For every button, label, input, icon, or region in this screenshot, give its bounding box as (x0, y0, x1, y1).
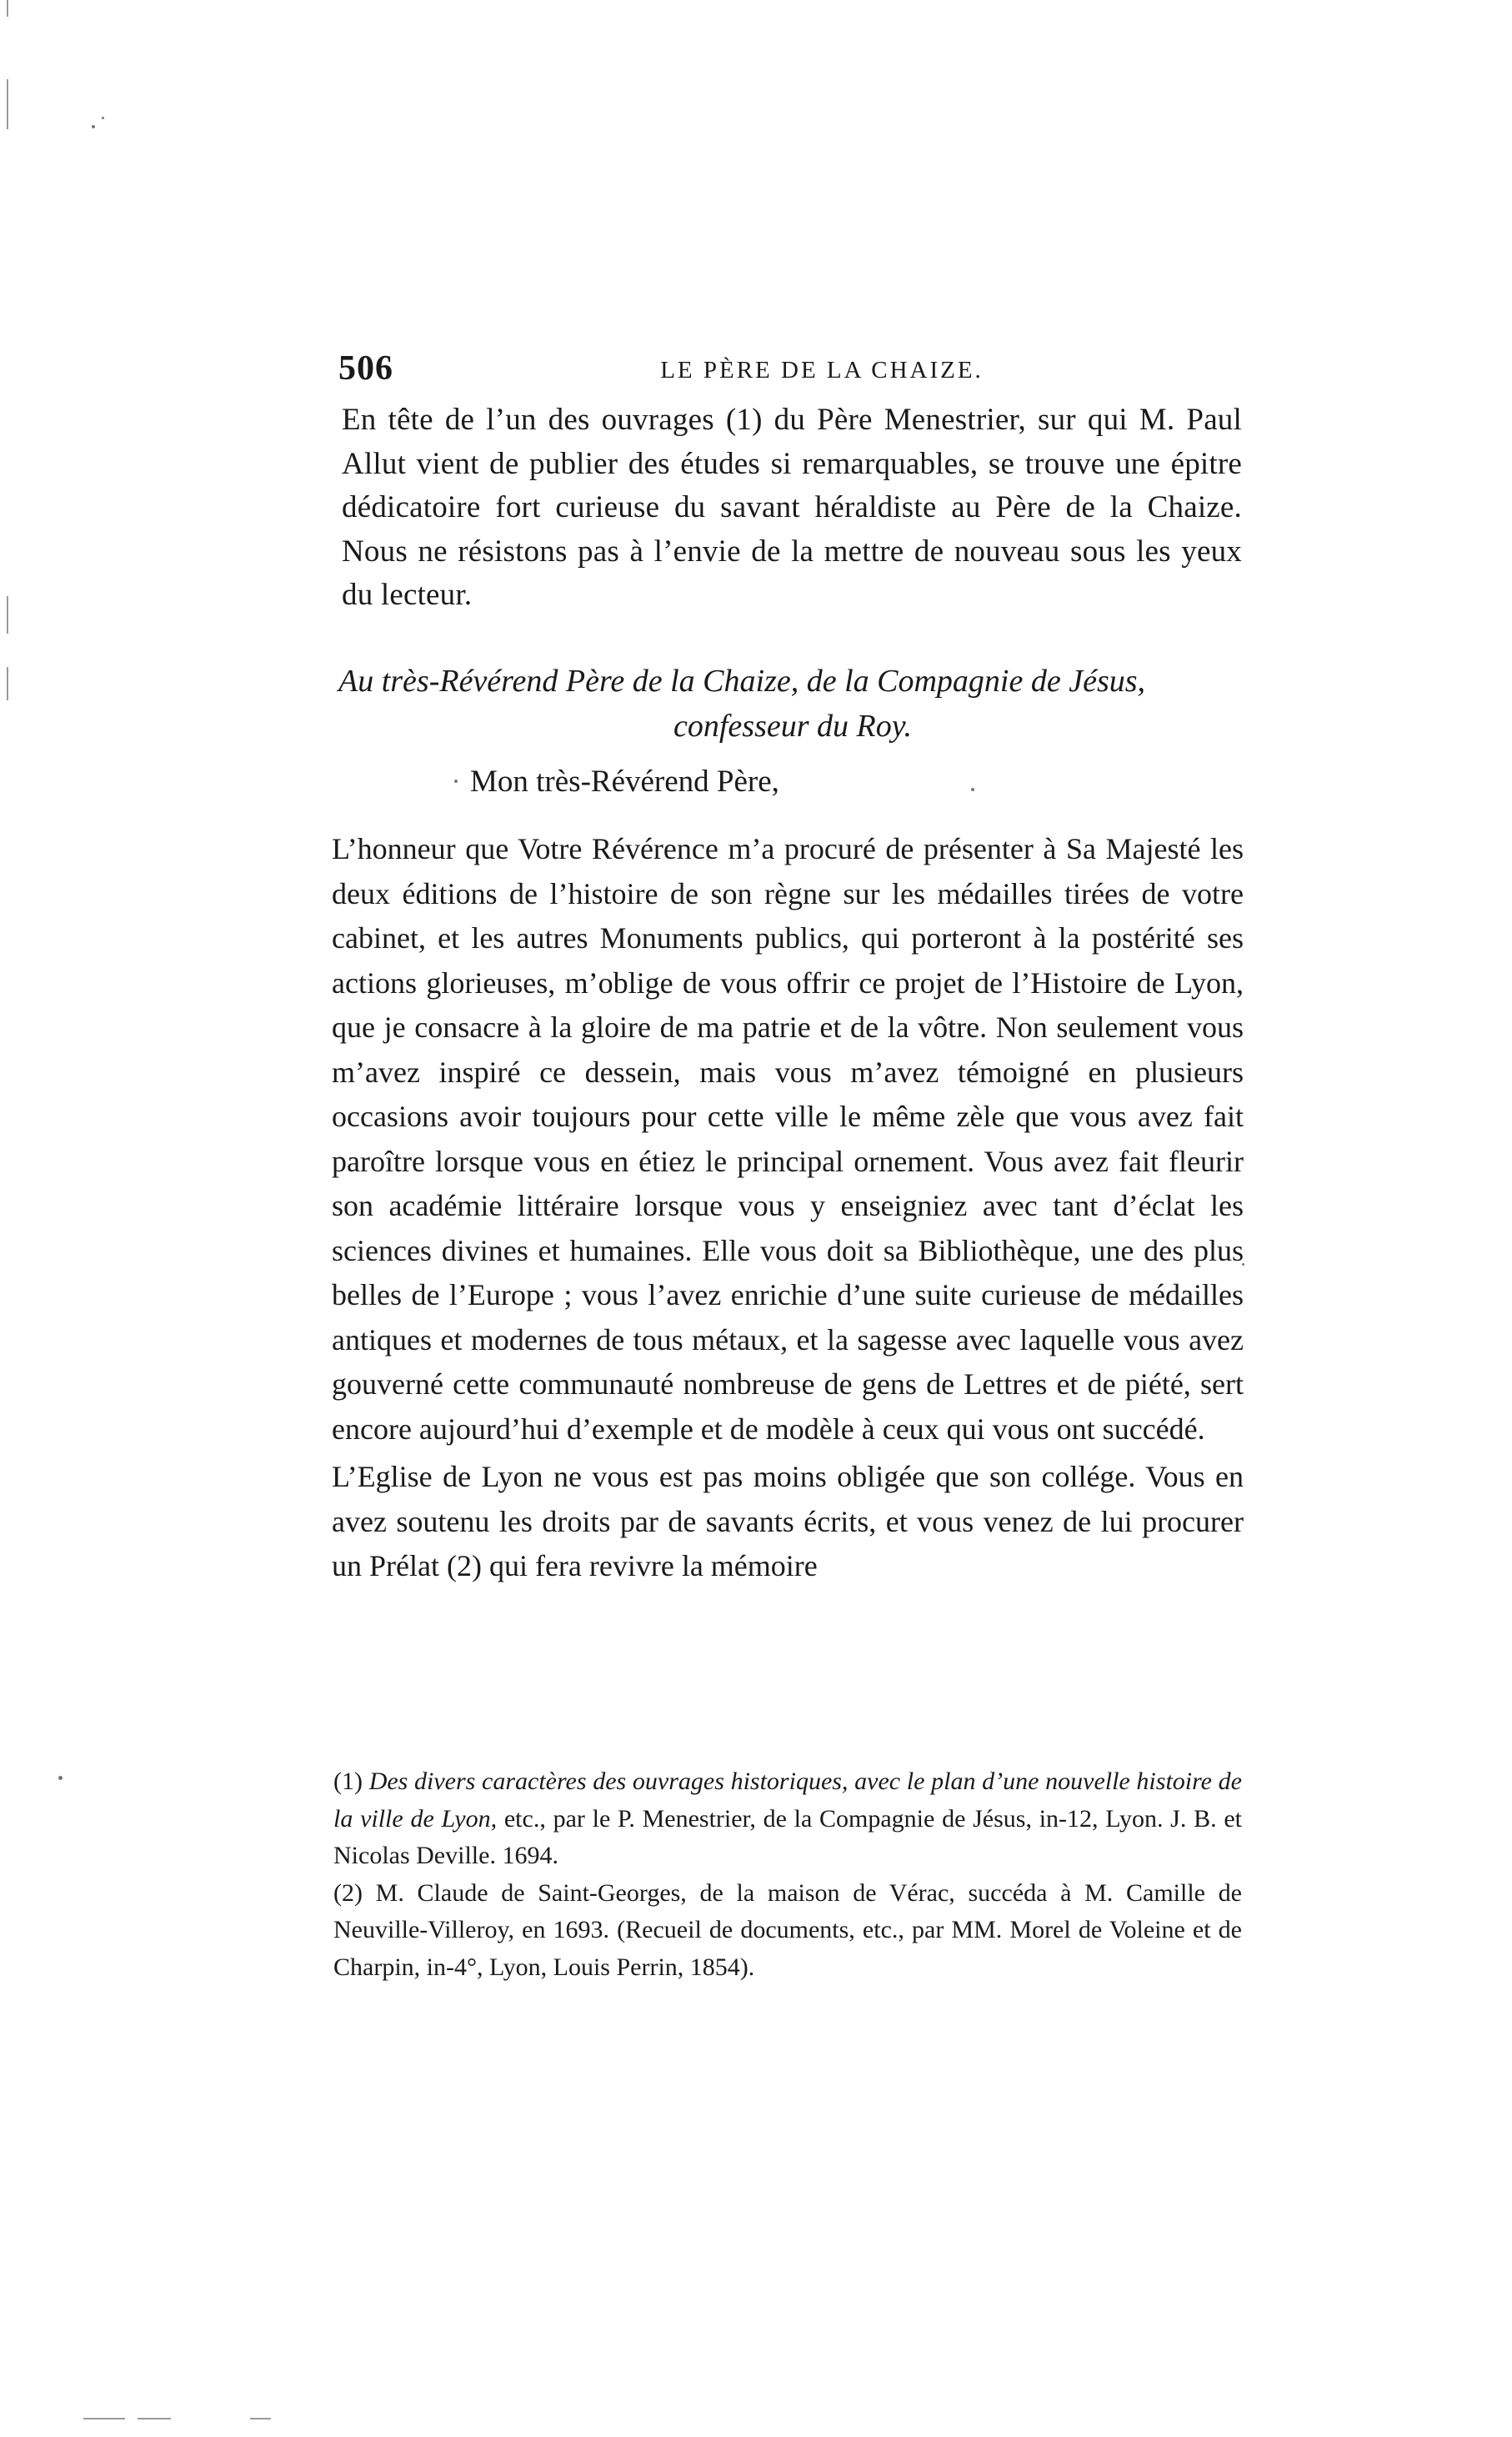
dedication-line-2: confesseur du Roy. (673, 709, 912, 744)
scan-edge-mark (138, 2418, 171, 2419)
scan-edge-mark (83, 2418, 125, 2419)
page-header (338, 349, 1239, 399)
footnote-2: (2) M. Claude de Saint-Georges, de la maison de Vérac, succéda à M. Camille de Neuville-Villeroy, en 1693. (Recueil de documents, etc., par MM. Morel de Voleine et de Charpin, in-4°, Lyon, Louis Perrin, 1854). (333, 1878, 1242, 1981)
letter-block (332, 827, 1244, 1589)
footnote-1-title: Des divers caractères des ouvrages historiques, avec le plan d’une nouvelle histoire de la ville de Lyon, (333, 1768, 1243, 1833)
footnote-1-text: etc., par le P. Menestrier, de la Compagnie de Jésus, in-12, Lyon. J. B. et Nicolas Deville. 1694. (333, 1804, 1242, 1869)
scan-edge-mark (250, 2418, 271, 2419)
scan-speck (58, 1776, 63, 1780)
salutation: Mon très-Révérend Père, (470, 765, 779, 799)
letter-paragraph-1: L’honneur que Votre Révérence m’a procuré de présenter à Sa Majesté les deux éditions de l’histoire de son règne sur les médailles tirées de votre cabinet, et les autres Monuments publics, qui porteront à la postérité ses actions glorieuses, m’oblige de vous offrir ce projet de l’Histoire de Lyon, que je consacre à la gloire de ma patrie et de la vôtre. Non seulement vous m’avez inspiré ce dessein, mais vous m’avez témoigné en plusieurs occasions avoir toujours pour cette ville le même zèle que vous avez fait paroître lorsque vous en étiez le principal ornement. Vous avez fait fleurir son académie littéraire lorsque vous y enseigniez avec tant d’éclat les sciences divines et humaines. Elle vous doit sa Bibliothèque, une des plus belles de l’Europe ; vous l’avez enrichie d’une suite curieuse de médailles antiques et modernes de tous métaux, et la sagesse avec laquelle vous avez gouverné cette communauté nombreuse de gens de Lettres et de piété, sert encore aujourd’hui d’exemple et de modèle à ceux qui vous ont succédé. (332, 832, 1244, 1446)
letter-paragraph-2: L’Eglise de Lyon ne vous est pas moins obligée que son collége. Vous en avez soutenu les droits par de savants écrits, et vous venez de lui procurer un Prélat (2) qui fera revivre la mémoire (332, 1460, 1244, 1582)
scan-speck (92, 125, 95, 128)
salutation-block (338, 760, 1239, 804)
scan-speck (102, 117, 104, 119)
page-number: 506 (338, 349, 393, 388)
scan-edge-mark (7, 0, 8, 17)
footnotes-block (333, 1763, 1242, 1986)
scan-edge-mark (7, 79, 8, 129)
footnote-1 (333, 1763, 1242, 1875)
scan-edge-mark (7, 667, 8, 700)
running-title: LE PÈRE DE LA CHAIZE. (660, 357, 984, 384)
intro-paragraph: En tête de l’un des ouvrages (1) du Père Menestrier, sur qui M. Paul Allut vient de publier des études si remarquables, se trouve une épitre dédicatoire fort curieuse du savant héraldiste au Père de la Chaize. Nous ne résistons pas à l’envie de la mettre de nouveau sous les yeux du lecteur. (342, 403, 1242, 612)
intro-block (342, 399, 1242, 618)
dedication-line-1: Au très-Révérend Père de la Chaize, de la Compagnie de Jésus, (338, 664, 1146, 699)
dedication-block (338, 659, 1247, 749)
scan-edge-mark (7, 596, 8, 634)
footnote-1-marker: (1) (333, 1768, 363, 1795)
